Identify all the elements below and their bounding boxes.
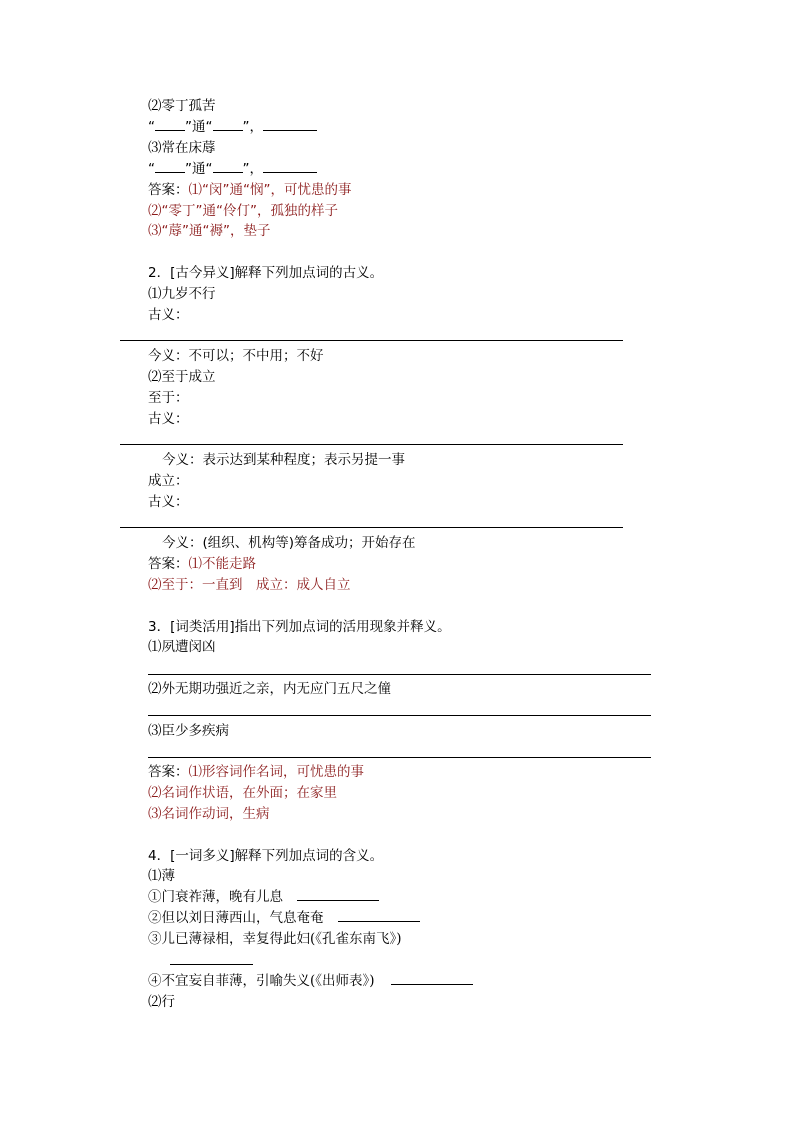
q4-heading: 4．[一词多义]解释下列加点词的含义。 — [148, 848, 384, 864]
q1-answer-line-1 — [148, 181, 351, 199]
q4-item-2: ⑵行 — [148, 994, 175, 1010]
q3-item-3: ⑶臣少多疾病 — [148, 723, 229, 739]
q4-sub-1 — [148, 888, 379, 906]
quote-open: “ — [148, 161, 155, 177]
sentence-text: ①门衰祚薄，晚有儿息 — [148, 889, 283, 905]
blank-field[interactable] — [155, 160, 185, 173]
q2-answer-line-1 — [148, 555, 256, 573]
q2-item-1: ⑴九岁不行 — [148, 286, 216, 302]
q2-guyi-2: 古义： — [148, 411, 189, 427]
blank-field[interactable] — [170, 964, 253, 965]
q2-guyi-1: 古义： — [148, 307, 189, 323]
q2-guyi-3: 古义： — [148, 494, 189, 510]
blank-field[interactable] — [263, 160, 317, 173]
answer-line[interactable] — [120, 444, 623, 445]
q3-item-2: ⑵外无期功强近之亲，内无应门五尺之僮 — [148, 681, 391, 697]
tong-text: ”通“ — [185, 119, 213, 135]
q2-zhiyu: 至于： — [148, 390, 189, 406]
answer-line[interactable] — [120, 527, 623, 528]
q3-answer-line-2: ⑵名词作状语，在外面；在家里 — [148, 785, 337, 801]
quote-close: ”， — [242, 119, 263, 135]
tong-text: ”通“ — [185, 161, 213, 177]
q4-sub-3: ③儿已薄禄相，幸复得此妇(《孔雀东南飞》) — [148, 931, 402, 947]
answer-label: 答案： — [148, 556, 189, 572]
q3-heading: 3．[词类活用]指出下列加点词的活用现象并释义。 — [148, 619, 451, 635]
sentence-text: ④不宜妄自菲薄，引喻失义(《出师表》) — [148, 973, 375, 989]
answer-line[interactable] — [148, 715, 651, 716]
q2-heading: 2．[古今异义]解释下列加点词的古义。 — [148, 265, 384, 281]
answer-line[interactable] — [148, 674, 651, 675]
q3-answer-line-1 — [148, 763, 364, 781]
blank-field[interactable] — [155, 118, 185, 131]
q2-answer-line-2: ⑵至于：一直到 成立：成人自立 — [148, 577, 351, 593]
q1-answer-line-3: ⑶“蓐”通“褥”，垫子 — [148, 223, 271, 239]
q4-item-1: ⑴薄 — [148, 868, 175, 884]
q2-item-2: ⑵至于成立 — [148, 369, 216, 385]
answer-label: 答案： — [148, 182, 189, 198]
answer-text: ⑴形容词作名词，可忧患的事 — [188, 764, 364, 780]
q4-sub-2 — [148, 909, 420, 927]
answer-line[interactable] — [148, 757, 651, 758]
q3-item-1: ⑴夙遭闵凶 — [148, 639, 216, 655]
blank-field[interactable] — [213, 118, 243, 131]
q2-jinyi-2: 今义：表示达到某种程度；表示另提一事 — [162, 452, 405, 468]
answer-line[interactable] — [120, 340, 623, 341]
q1-item-2: ⑵零丁孤苦 — [148, 98, 216, 114]
blank-field[interactable] — [338, 909, 420, 922]
q4-sub-4 — [148, 972, 473, 990]
q2-jinyi-3: 今义：(组织、机构等)筹备成功；开始存在 — [162, 535, 416, 551]
sentence-text: ②但以刘日薄西山，气息奄奄 — [148, 910, 324, 926]
q2-jinyi-1: 今义：不可以；不中用；不好 — [148, 348, 324, 364]
blank-field[interactable] — [263, 118, 317, 131]
answer-label: 答案： — [148, 764, 189, 780]
blank-field[interactable] — [391, 972, 473, 985]
q1-answer-line-2: ⑵“零丁”通“伶仃”，孤独的样子 — [148, 203, 338, 219]
quote-open: “ — [148, 119, 155, 135]
q1-fill-line-2 — [148, 118, 317, 136]
q1-fill-line-3 — [148, 160, 317, 178]
q2-chengli: 成立： — [148, 473, 189, 489]
q3-answer-line-3: ⑶名词作动词，生病 — [148, 806, 270, 822]
answer-text: ⑴不能走路 — [188, 556, 256, 572]
q1-item-3: ⑶常在床蓐 — [148, 140, 216, 156]
answer-text: ⑴“闵”通“悯”，可忧患的事 — [188, 182, 352, 198]
blank-field[interactable] — [213, 160, 243, 173]
quote-close: ”， — [242, 161, 263, 177]
blank-field[interactable] — [297, 888, 379, 901]
